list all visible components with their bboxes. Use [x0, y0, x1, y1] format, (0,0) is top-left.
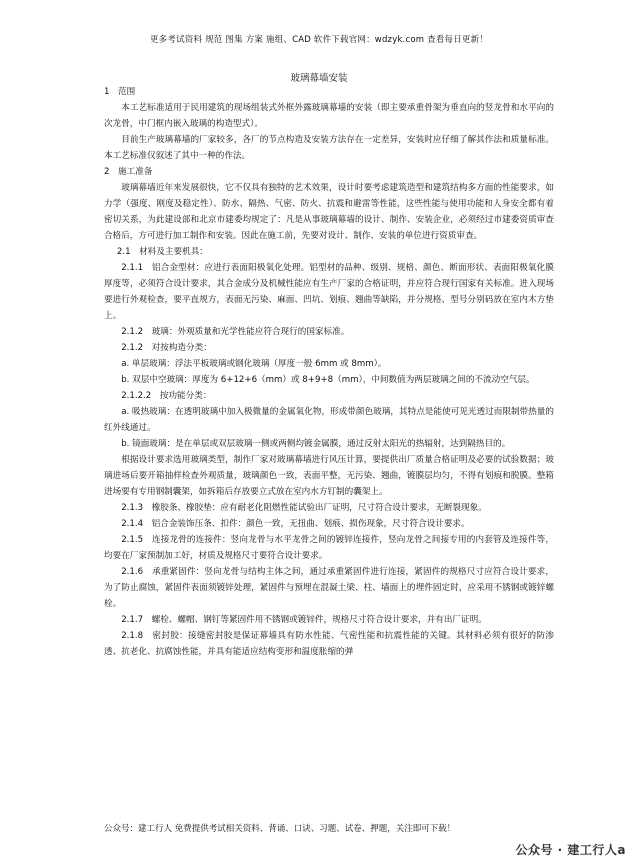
paragraph: 2.1.8 密封胶：接缝密封胶是保证幕墙具有防水性能、气密性能和抗震性能的关键。其材料必须有很好的防渗透、抗老化、抗腐蚀性能，并具有能适应结构变形和温度胀缩的弹 — [104, 631, 554, 657]
paragraph: 2.1.4 铝合金装饰压条、扣件：颜色一致，无扭曲、划痕、损伤现象，尺寸符合设计要求。 — [121, 519, 470, 529]
paragraph: a. 吸热玻璃：在透明玻璃中加入极微量的金属氧化物，形成带颜色玻璃，其特点是能使可见光透过而限制带热量的红外线通过。 — [104, 407, 554, 433]
paragraph: b. 镜面玻璃：是在单层或双层玻璃一侧或两侧均镀金属膜，通过反射太阳光的热辐射，达到隔热目的。 — [121, 439, 511, 449]
paragraph: 玻璃幕墙近年来发展很快，它不仅具有独特的艺术效果，设计时要考虑建筑造型和建筑结构多方面的性能要求，如力学（强度、刚度及稳定性）、防水、隔热、气密、防火、抗震和避雷等性能，这些性能与使用功能和人身安全都有着密切关系，为此建设部和北京市建委均规定了：凡是从事玻璃幕墙的设计、制作、安装企业，必须经过市建委资质审查合格后，方可进行加工制作和安装。因此在施工前，先要对设计、制作、安装的单位进行资质审查。 — [104, 183, 554, 241]
footer-note: 公众号：建工行人 免费提供考试相关资料、背诵、口诀、习题、试卷、押题，关注即可下载！ — [104, 824, 456, 834]
paragraph: 本工艺标准适用于民用建筑的现场组装式外框外露玻璃幕墙的安装（即主要承重骨架为垂直向的竖龙骨和水平向的次龙骨，中门框内嵌入玻璃的构造型式）。 — [104, 103, 554, 129]
paragraph: 2.1.6 承重紧固件：竖向龙骨与结构主体之间，通过承重紧固件进行连接，紧固件的规格尺寸应符合设计要求，为了防止腐蚀，紧固件表面须镀锌处理，紧固件与预埋在混凝土梁、柱、墙面上的埋件固定时，应采用不锈钢或镀锌螺栓。 — [104, 567, 554, 609]
document-body — [104, 84, 554, 660]
paragraph: 2.1.1 铝合金型材：应进行表面阳极氧化处理。铝型材的品种、级别、规格、颜色、断面形状、表面阳极氧化膜厚度等，必须符合设计要求，其合金成分及机械性能应有生产厂家的合格证明，并应符合现行国家有关标准。进入现场要进行外观检查，要平直规方，表面无污染、麻面、凹坑、划痕、翘曲等缺陷，并分规格、型号分别码放在室内木方垫上。 — [104, 263, 554, 321]
subsection-heading: 2.1 材料及主要机具： — [116, 247, 208, 257]
section-heading: 1 范围 — [104, 87, 136, 97]
top-banner: 更多考试资料 规范 图集 方案 施组、CAD 软件下载官网：wdzyk.com 查看每日更新！ — [149, 35, 489, 45]
paragraph: 根据设计要求选用玻璃类型，制作厂家对玻璃幕墙进行风压计算，要提供出厂质量合格证明及必要的试验数据；玻璃进场后要开箱抽样检查外观质量，玻璃颜色一致，表面平整，无污染、翘曲，镀膜层均匀，不得有划痕和脱膜。整箱进场要有专用钢制囊架，如拆箱后存放要立式放在室内水方钉制的囊架上。 — [104, 455, 554, 497]
paragraph: b. 双层中空玻璃：厚度为 6+12+6（mm）或 8+9+8（mm），中间数值为两层玻璃之间的不流动空气层。 — [121, 375, 535, 385]
paragraph: 2.1.5 连接龙骨的连接件：竖向龙骨与水平龙骨之间的镀锌连接件，竖向龙骨之间接专用的内套管及连接件等，均要在厂家预制加工好，材质及规格尺寸要符合设计要求。 — [104, 535, 554, 561]
paragraph: a. 单层玻璃：浮法平板玻璃或钢化玻璃（厚度一般 6mm 或 8mm）。 — [121, 359, 387, 369]
section-heading: 2 施工准备 — [104, 167, 153, 177]
footer-watermark: 公众号 · 建工行人a — [515, 843, 626, 857]
document-title: 玻璃幕墙安装 — [290, 73, 348, 84]
paragraph: 2.1.2 对按构造分类： — [121, 343, 212, 353]
paragraph: 2.1.2 玻璃：外观质量和光学性能应符合现行的国家标准。 — [121, 327, 350, 337]
paragraph: 2.1.3 橡胶条、橡胶垫：应有耐老化阻燃性能试验出厂证明，尺寸符合设计要求，无断裂现象。 — [121, 503, 487, 513]
paragraph: 目前生产玻璃幕墙的厂家较多，各厂的节点构造及安装方法存在一定差异，安装时应仔细了解其作法和质量标准。本工艺标准仅叙述了其中一种的作法。 — [104, 135, 554, 161]
paragraph: 2.1.7 螺栓、螺帽、钢钉等紧固件用不锈钢或镀锌件，规格尺寸符合设计要求，并有出厂证明。 — [121, 615, 487, 625]
paragraph: 2.1.2.2 按功能分类： — [121, 391, 212, 401]
